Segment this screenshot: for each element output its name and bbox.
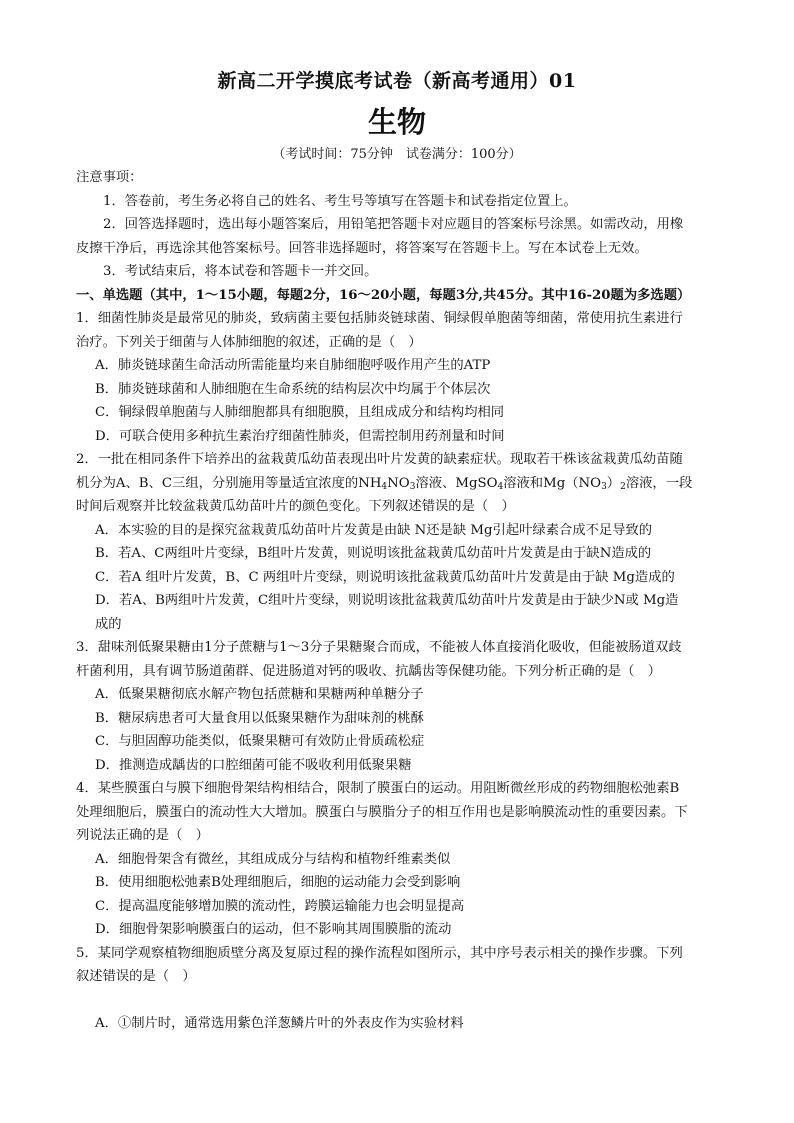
exam-content xyxy=(76,166,724,1035)
q1-option-a: A．肺炎链球菌生命活动所需能量均来自肺细胞呼吸作用产生的ATP xyxy=(95,358,491,373)
q4-option-d: D．细胞骨架影响膜蛋白的运动，但不影响其周围膜脂的流动 xyxy=(95,922,452,937)
notice-heading: 注意事项： xyxy=(76,170,143,185)
notice-item-3: 3．考试结束后，将本试卷和答题卡一并交回。 xyxy=(103,264,378,279)
q1-option-d: D．可联合使用多种抗生素治疗细菌性肺炎，但需控制用药剂量和时间 xyxy=(95,428,505,444)
q2-stem: 2．一批在相同条件下培养出的盆栽黄瓜幼苗表现出叶片发黄的缺素症状。现取若干株该盆栽黄瓜幼苗随 xyxy=(76,452,683,467)
q2-stem-cont-2: 时间后观察并比较盆栽黄瓜幼苗叶片的颜色变化。下列叙述错误的是（ ） xyxy=(76,499,515,514)
section-heading: 一、单选题（其中，1～15小题，每题2分，16～20小题，每题3分,共45分。其中16-20题为多选题） xyxy=(76,287,691,303)
exam-title: 新高二开学摸底考试卷（新高考通用）01 xyxy=(217,70,577,92)
q4-stem: 4．某些膜蛋白与膜下细胞骨架结构相结合，限制了膜蛋白的运动。用阻断微丝形成的药物细胞松弛素B xyxy=(76,781,680,796)
q1-stem-cont: 治疗。下列关于细菌与人体肺细胞的叙述，正确的是（ ） xyxy=(76,334,422,350)
q2-option-b: B．若A、C两组叶片变绿，B组叶片发黄，则说明该批盆栽黄瓜幼苗叶片发黄是由于缺N造成的 xyxy=(95,546,652,561)
subject-title: 生物 xyxy=(367,105,426,139)
q3-stem: 3．甜味剂低聚果糖由1分子蔗糖与1～3分子果糖聚合而成，不能被人体直接消化吸收，但能被肠道双歧 xyxy=(76,640,682,655)
exam-info: （考试时间：75分钟 试卷满分：100分） xyxy=(272,147,522,162)
q1-option-c: C．铜绿假单胞菌与人肺细胞都具有细胞膜，且组成成分和结构均相同 xyxy=(95,405,505,420)
q3-stem-cont: 杆菌利用，具有调节肠道菌群、促进肠道对钙的吸收、抗龋齿等保健功能。下列分析正确的是（ ） xyxy=(76,663,662,679)
q1-stem: 1．细菌性肺炎是最常见的肺炎，致病菌主要包括肺炎链球菌、铜绿假单胞菌等细菌，常使用抗生素进行 xyxy=(76,311,683,326)
q3-option-a: A．低聚果糖彻底水解产物包括蔗糖和果糖两种单糖分子 xyxy=(95,687,424,702)
q4-option-c: C．提高温度能够增加膜的流动性，跨膜运输能力也会明显提高 xyxy=(95,898,465,914)
q2-option-d: D．若A、B两组叶片发黄，C组叶片变绿，则说明该批盆栽黄瓜幼苗叶片发黄是由于缺少N或 Mg造 xyxy=(95,593,679,608)
q2-stem-cont: 机分为A、B、C三组，分别施用等量适宜浓度的$NH_4NO_3$溶液、MgSO$_4$溶液和$Mg(NO_3)_2$溶液，一段 xyxy=(76,475,693,492)
q5-option-a: A．①制片时，通常选用紫色洋葱鳞片叶的外表皮作为实验材料 xyxy=(95,1015,464,1031)
q5-stem: 5．某同学观察植物细胞质壁分离及复原过程的操作流程如图所示，其中序号表示相关的操作步骤。下列 xyxy=(76,945,683,961)
notice-item-1: 1．答卷前，考生务必将自己的姓名、考生号等填写在答题卡和试卷指定位置上。 xyxy=(103,193,577,209)
q5-stem-cont: 叙述错误的是（ ） xyxy=(76,969,196,984)
q4-option-a: A．细胞骨架含有微丝，其组成成分与结构和植物纤维素类似 xyxy=(95,851,451,867)
q2-option-c: C．若A 组叶片发黄，B、C 两组叶片变绿，则说明该批盆栽黄瓜幼苗叶片发黄是由于缺 Mg造成的 xyxy=(95,569,675,585)
notice-item-2: 2．回答选择题时，选出每小题答案后，用铅笔把答题卡对应题目的答案标号涂黑。如需改动，用橡 xyxy=(103,217,684,232)
q4-stem-cont: 处理细胞后，膜蛋白的流动性大大增加。膜蛋白与膜脂分子的相互作用也是影响膜流动性的重要因素。下 xyxy=(76,804,688,820)
q2-option-d-cont: 成的 xyxy=(95,616,122,632)
q3-option-c: C．与胆固醇功能类似，低聚果糖可有效防止骨质疏松症 xyxy=(95,734,425,749)
q4-option-b: B．使用细胞松弛素B处理细胞后，细胞的运动能力会受到影响 xyxy=(95,875,461,890)
q4-stem-cont-2: 列说法正确的是（ ） xyxy=(76,828,209,843)
q3-option-b: B．糖尿病患者可大量食用以低聚果糖作为甜味剂的桃酥 xyxy=(95,710,424,726)
q3-option-d: D．推测造成龋齿的口腔细菌可能不吸收利用低聚果糖 xyxy=(95,757,412,773)
q5-figure-space xyxy=(76,989,724,1012)
q2-option-a: A．本实验的目的是探究盆栽黄瓜幼苗叶片发黄是由缺 N还是缺 Mg引起叶绿素合成不足导致的 xyxy=(95,522,653,538)
notice-item-2-cont: 皮擦干净后，再选涂其他答案标号。回答非选择题时，将答案写在答题卡上。写在本试卷上无效。 xyxy=(76,240,648,256)
q1-option-b: B．肺炎链球菌和人肺细胞在生命系统的结构层次中均属于个体层次 xyxy=(95,381,491,397)
